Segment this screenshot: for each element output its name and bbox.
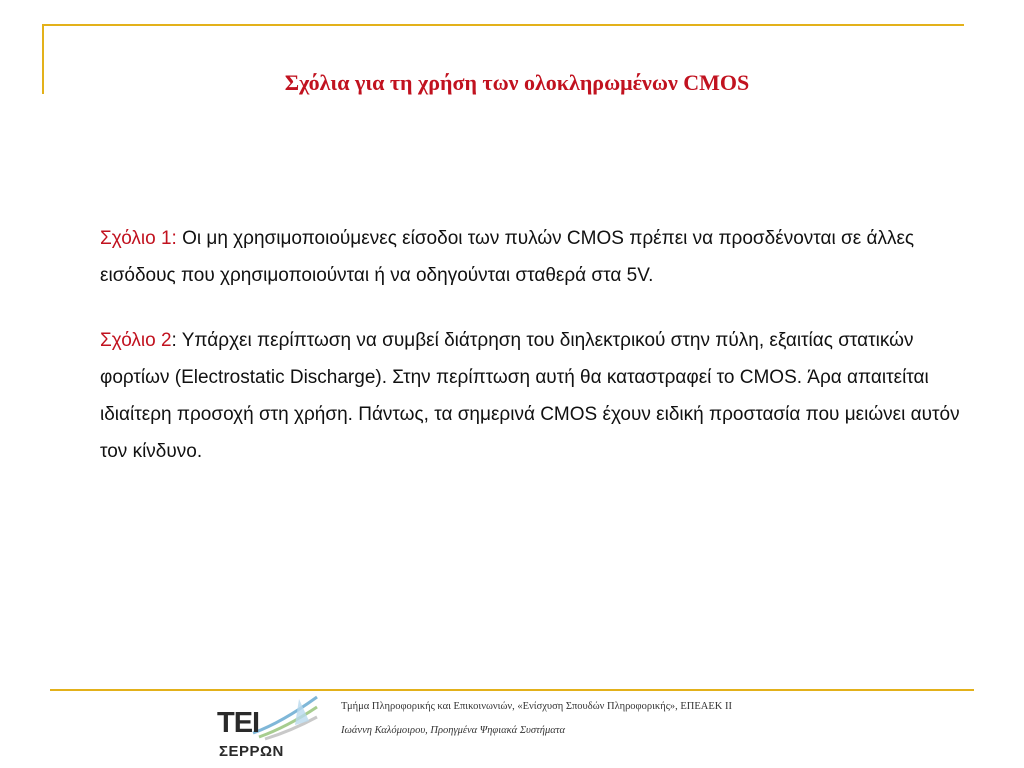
comment-2	[100, 322, 980, 470]
frame-top-border	[42, 24, 964, 26]
footer-department: Τμήμα Πληροφορικής και Επικοινωνιών, «Ενίσχυση Σπουδών Πληροφορικής», ΕΠΕΑΕΚ ΙΙ	[341, 701, 732, 712]
slide-body	[100, 220, 980, 498]
comment-1-text: Οι μη χρησιμοποιούμενες είσοδοι των πυλών CMOS πρέπει να προσδένονται σε άλλες εισόδους που χρησιμοποιούνται ή να οδηγούνται σταθερά στα 5V.	[100, 228, 915, 286]
footer-divider	[50, 689, 974, 691]
comment-2-label: Σχόλιο 2	[100, 330, 172, 351]
slide-title: Σχόλια για τη χρήση των ολοκληρωμένων CMOS	[284, 70, 750, 95]
logo-swoosh-icon	[251, 693, 321, 741]
comment-1-label: Σχόλιο 1:	[100, 228, 177, 249]
comment-2-text: : Υπάρχει περίπτωση να συμβεί διάτρηση του διηλεκτρικού στην πύλη, εξαιτίας στατικών φορτίων (Electrostatic Discharge). Στην περίπτωση αυτή θα καταστραφεί το CMOS. Άρα απαιτείται ιδιαίτερη προσοχή στη χρήση. Πάντως, τα σημερινά CMOS έχουν ειδική προστασία που μειώνει αυτόν τον κίνδυνο.	[100, 330, 960, 462]
footer-author: Ιωάννη Καλόμοιρου, Προηγμένα Ψηφιακά Συστήματα	[341, 725, 566, 736]
logo-text-tei: ΤΕΙ	[217, 707, 260, 739]
tei-serron-logo	[215, 693, 315, 765]
logo-text-serron: ΣΕΡΡΩΝ	[219, 743, 284, 760]
comment-1	[100, 220, 980, 294]
